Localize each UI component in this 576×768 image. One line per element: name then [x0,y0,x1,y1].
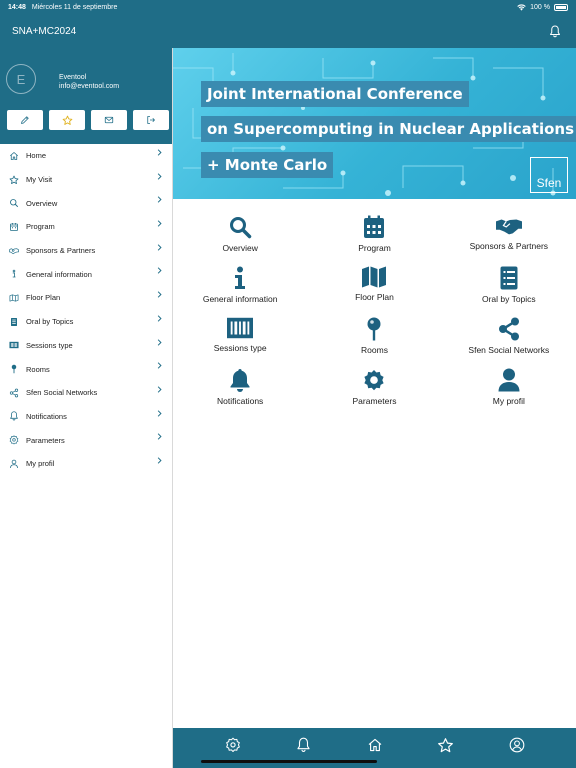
pencil-icon [20,115,30,125]
wifi-icon [517,4,526,11]
avatar[interactable]: E [6,64,36,94]
sidebar-menu [0,144,172,476]
sidebar-item-label: Sessions type [26,340,73,350]
tile-oral-by-topics[interactable] [442,266,576,302]
tile-parameters[interactable] [307,368,441,404]
chevron-right-icon [156,433,163,440]
sidebar-item-parameters[interactable] [0,428,172,452]
sidebar-item-program[interactable] [0,215,172,239]
tile-label: Oral by Topics [481,294,536,304]
chevron-right-icon [156,196,163,203]
pin-icon [9,364,19,374]
sidebar-item-label: Home [26,151,47,161]
user-icon [496,368,522,392]
chevron-right-icon [156,410,163,417]
star-icon [62,115,73,126]
banner-line-1: Joint International Conference [201,81,469,107]
handshake-icon [496,215,522,237]
tile-program[interactable] [307,215,441,251]
tile-label: Notifications [217,396,264,406]
list-icon [496,266,522,290]
banner-line-2: on Supercomputing in Nuclear Applications [201,116,576,142]
chevron-right-icon [156,173,163,180]
info-icon [9,269,19,279]
tile-social-networks[interactable] [442,317,576,353]
tile-label: Sponsors & Partners [469,241,549,251]
barcode-icon [227,317,253,339]
sidebar-item-label: Notifications [26,411,67,421]
chevron-right-icon [156,362,163,369]
tab-my-profil[interactable] [508,736,526,754]
search-icon [9,198,19,208]
app-header [0,14,576,48]
pin-icon [361,317,387,341]
app-title: SNA+MC2024 [12,25,77,37]
chevron-right-icon [156,244,163,251]
sfen-logo: Sfen [530,157,568,193]
sidebar-item-overview[interactable] [0,191,172,215]
sidebar-item-label: Parameters [26,435,65,445]
sidebar-item-label: General information [26,269,92,279]
tile-floor-plan[interactable] [307,266,441,302]
tile-sessions-type[interactable] [173,317,307,353]
sidebar-item-sessions-type[interactable] [0,334,172,358]
tile-rooms[interactable] [307,317,441,353]
gear-icon [225,737,241,753]
favorites-button[interactable] [49,110,85,130]
chevron-right-icon [156,267,163,274]
battery-icon [554,4,568,11]
sidebar-item-rooms[interactable] [0,357,172,381]
battery-percent: 100 % [530,3,550,11]
sidebar-item-label: Program [26,222,55,232]
calendar-icon [361,215,387,239]
conference-banner [173,48,576,199]
tile-label: General information [202,294,278,304]
search-icon [227,215,253,239]
handshake-icon [9,246,19,256]
tab-home[interactable] [366,736,384,754]
sidebar-item-label: Floor Plan [26,293,61,303]
bell-icon [296,737,311,753]
banner-line-3: + Monte Carlo [201,152,333,178]
chevron-right-icon [156,149,163,156]
tab-parameters[interactable] [224,736,242,754]
sidebar-item-floor-plan[interactable] [0,286,172,310]
tile-overview[interactable] [173,215,307,251]
bell-icon [549,25,561,38]
tile-label: Sessions type [213,343,267,353]
profile-email: info@eventool.com [59,83,120,90]
bell-icon [9,411,19,421]
tile-label: Rooms [361,345,388,355]
header-notifications-button[interactable] [546,22,564,40]
tab-notifications[interactable] [295,736,313,754]
map-icon [9,293,19,303]
share-icon [9,388,19,398]
tile-label: Sfen Social Networks [468,345,550,355]
feature-grid [173,215,576,404]
tile-label: Program [358,243,391,253]
chevron-right-icon [156,291,163,298]
logout-icon [146,115,156,125]
star-icon [9,175,19,185]
sidebar-item-my-profil[interactable] [0,452,172,476]
profile-actions [7,110,169,130]
logout-button[interactable] [133,110,169,130]
tile-label: My profil [492,396,525,406]
sidebar-item-home[interactable] [0,144,172,168]
profile-panel [0,48,172,144]
user-circle-icon [509,737,525,753]
user-icon [9,459,19,469]
bell-icon [227,368,253,392]
tile-my-profil[interactable] [442,368,576,404]
sidebar-item-sponsors[interactable] [0,239,172,263]
profile-name: Eventool [59,74,87,81]
home-indicator [201,760,377,763]
sidebar-item-notifications[interactable] [0,405,172,429]
tile-label: Floor Plan [355,292,394,302]
mail-icon [104,115,114,125]
status-time: 14:48 [8,3,26,11]
map-icon [361,266,387,288]
edit-profile-button[interactable] [7,110,43,130]
messages-button[interactable] [91,110,127,130]
chevron-right-icon [156,457,163,464]
calendar-icon [9,222,19,232]
tile-label: Parameters [352,396,397,406]
sidebar-item-label: Overview [26,198,58,208]
sidebar-item-my-visit[interactable] [0,168,172,192]
sidebar-item-general-information[interactable] [0,262,172,286]
tile-general-information[interactable] [173,266,307,302]
chevron-right-icon [156,386,163,393]
star-icon [437,737,454,754]
list-icon [9,317,19,327]
status-bar [0,0,576,14]
sidebar-item-label: My profil [26,459,55,469]
share-icon [496,317,522,341]
status-date: Miércoles 11 de septiembre [31,3,118,11]
sidebar [0,48,173,768]
chevron-right-icon [156,315,163,322]
sidebar-item-label: Rooms [26,364,50,374]
status-indicators [517,4,568,11]
home-icon [9,151,19,161]
sidebar-item-label: My Visit [26,175,53,185]
tile-sponsors[interactable] [442,215,576,251]
tile-label: Overview [222,243,258,253]
sidebar-item-oral-by-topics[interactable] [0,310,172,334]
chevron-right-icon [156,220,163,227]
home-icon [367,737,383,753]
chevron-right-icon [156,339,163,346]
barcode-icon [9,340,19,350]
sidebar-item-label: Sfen Social Networks [26,388,98,398]
sidebar-item-social-networks[interactable] [0,381,172,405]
info-icon [227,266,253,290]
tab-my-visit[interactable] [437,736,455,754]
gear-icon [361,368,387,392]
gear-icon [9,435,19,445]
sidebar-item-label: Oral by Topics [26,317,74,327]
tile-notifications[interactable] [173,368,307,404]
sidebar-item-label: Sponsors & Partners [26,246,96,256]
